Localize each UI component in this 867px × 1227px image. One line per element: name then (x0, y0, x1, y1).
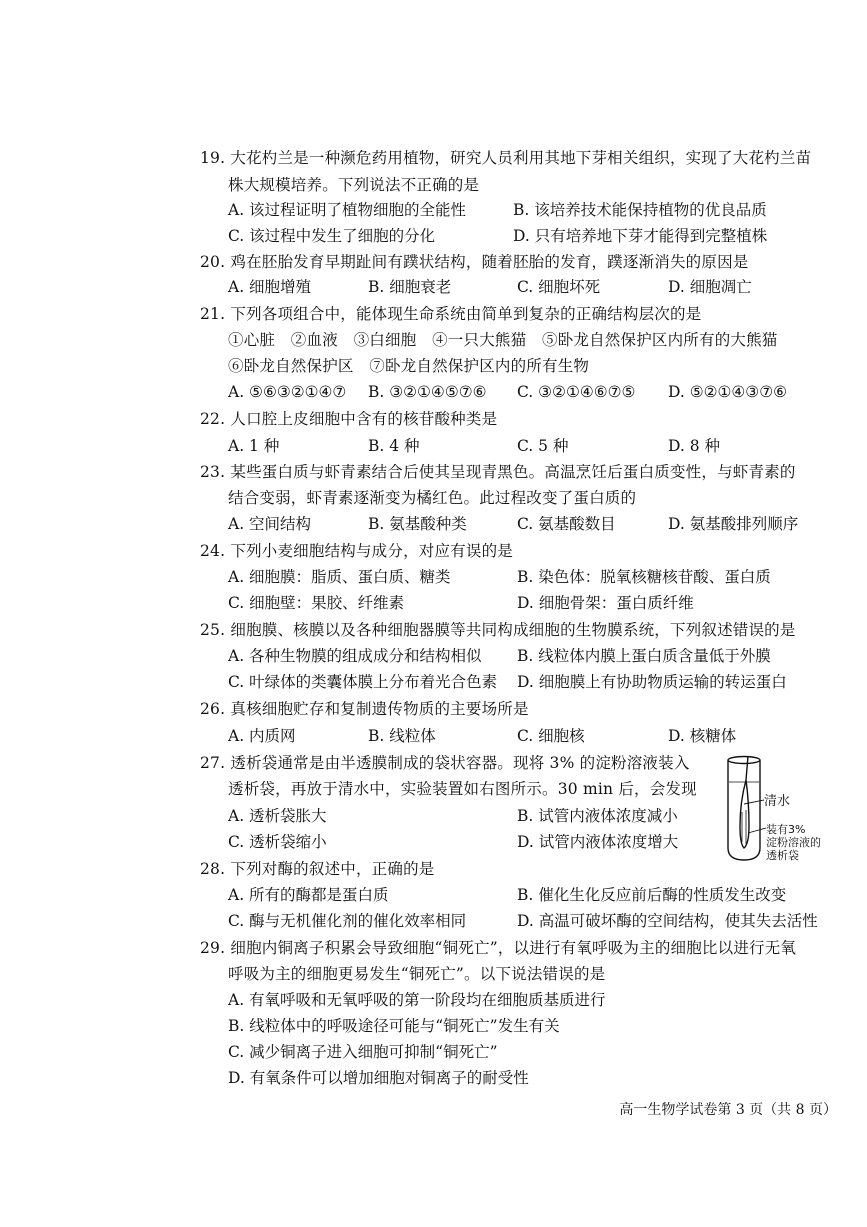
q28-option-c: C. 酶与无机催化剂的催化效率相同 (228, 912, 467, 930)
q28-stem-line1: 28. 下列对酶的叙述中，正确的是 (200, 860, 435, 878)
q22-option-c: C. 5 种 (517, 437, 569, 455)
q25-option-d: D. 细胞膜上有协助物质运输的转运蛋白 (517, 673, 787, 691)
q25-option-a: A. 各种生物膜的组成成分和结构相似 (228, 647, 482, 665)
q29-option-d: D. 有氧条件可以增加细胞对铜离子的耐受性 (228, 1069, 529, 1087)
figure-label-water: 清水 (764, 794, 791, 809)
q26-option-b: B. 线粒体 (368, 727, 436, 745)
q20-option-b: B. 细胞衰老 (368, 278, 452, 296)
q23-stem-line2: 结合变弱，虾青素逐渐变为橘红色。此过程改变了蛋白质的 (228, 489, 637, 507)
q27-option-c: C. 透析袋缩小 (228, 833, 327, 851)
q20-option-a: A. 细胞增殖 (228, 278, 312, 296)
q22-option-d: D. 8 种 (668, 437, 721, 455)
q26-option-a: A. 内质网 (228, 727, 296, 745)
q23-option-a: A. 空间结构 (228, 515, 312, 533)
q26-option-d: D. 核糖体 (668, 727, 737, 745)
q22-option-b: B. 4 种 (368, 437, 420, 455)
q20-option-c: C. 细胞坏死 (517, 278, 601, 296)
q27-stem-line1: 27. 透析袋通常是由半透膜制成的袋状容器。现将 3% 的淀粉溶液装入 (200, 754, 690, 772)
q19-option-a: A. 该过程证明了植物细胞的全能性 (228, 201, 467, 219)
q27-option-d: D. 试管内液体浓度增大 (517, 833, 679, 851)
q29-stem-line2: 呼吸为主的细胞更易发生“铜死亡”。以下说法错误的是 (228, 965, 606, 983)
page-footer: 高一生物学试卷第 3 页（共 8 页） (619, 1102, 837, 1118)
q28-option-d: D. 高温可破坏酶的空间结构，使其失去活性 (517, 912, 818, 930)
figure-label-bag-line3: 透析袋 (766, 849, 799, 862)
q25-option-b: B. 线粒体内膜上蛋白质含量低于外膜 (517, 647, 771, 665)
q29-option-b: B. 线粒体中的呼吸途径可能与“铜死亡”发生有关 (228, 1017, 560, 1035)
q23-option-b: B. 氨基酸种类 (368, 515, 467, 533)
q21-stem-line1: 21. 下列各项组合中，能体现生命系统由简单到复杂的正确结构层次的是 (200, 305, 702, 323)
q27-stem-line2: 透析袋，再放于清水中，实验装置如右图所示。30 min 后，会发现 (228, 780, 697, 798)
q21-option-c: C. ③②①④⑥⑦⑤ (517, 383, 636, 401)
q19-option-d: D. 只有培养地下芽才能得到完整植株 (513, 227, 768, 245)
q24-option-a: A. 细胞膜：脂质、蛋白质、糖类 (228, 568, 451, 586)
q25-stem-line1: 25. 细胞膜、核膜以及各种细胞器膜等共同构成细胞的生物膜系统，下列叙述错误的是 (200, 621, 796, 639)
q29-stem-line1: 29. 细胞内铜离子积累会导致细胞“铜死亡”，以进行有氧呼吸为主的细胞比以进行无氧 (200, 939, 797, 957)
q21-option-b: B. ③②①④⑤⑦⑥ (368, 383, 487, 401)
q23-option-d: D. 氨基酸排列顺序 (668, 515, 799, 533)
q19-option-c: C. 该过程中发生了细胞的分化 (228, 227, 436, 245)
q19-option-b: B. 该培养技术能保持植物的优良品质 (513, 201, 767, 219)
q20-stem-line1: 20. 鸡在胚胎发育早期趾间有蹼状结构，随着胚胎的发育，蹼逐渐消失的原因是 (200, 253, 749, 271)
q19-stem-line2: 株大规模培养。下列说法不正确的是 (228, 176, 480, 194)
q24-option-c: C. 细胞壁：果胶、纤维素 (228, 594, 405, 612)
figure-label-bag-line1: 装有3% (766, 823, 806, 836)
q23-stem-line1: 23. 某些蛋白质与虾青素结合后使其呈现青黑色。高温烹饪后蛋白质变性，与虾青素的 (200, 463, 796, 481)
q25-option-c: C. 叶绿体的类囊体膜上分布着光合色素 (228, 673, 498, 691)
q29-option-a: A. 有氧呼吸和无氧呼吸的第一阶段均在细胞质基质进行 (228, 991, 606, 1009)
q22-stem-line1: 22. 人口腔上皮细胞中含有的核苷酸种类是 (200, 410, 498, 428)
q27-option-a: A. 透析袋胀大 (228, 807, 327, 825)
figure-leader-lines (744, 795, 768, 835)
figure-label-bag-line2: 淀粉溶液的 (766, 836, 821, 849)
q27-option-b: B. 试管内液体浓度减小 (517, 807, 678, 825)
q28-option-b: B. 催化生化反应前后酶的性质发生改变 (517, 886, 787, 904)
q23-option-c: C. 氨基酸数目 (517, 515, 616, 533)
q21-stem-line2: ①心脏 ②血液 ③白细胞 ④一只大熊猫 ⑤卧龙自然保护区内所有的大熊猫 (228, 331, 778, 349)
q22-option-a: A. 1 种 (228, 437, 280, 455)
q24-stem-line1: 24. 下列小麦细胞结构与成分，对应有误的是 (200, 542, 513, 560)
q29-option-c: C. 减少铜离子进入细胞可抑制“铜死亡” (228, 1043, 498, 1061)
q26-stem-line1: 26. 真核细胞贮存和复制遗传物质的主要场所是 (200, 700, 529, 718)
q21-stem-line3: ⑥卧龙自然保护区 ⑦卧龙自然保护区内的所有生物 (228, 357, 590, 375)
q24-option-d: D. 细胞骨架：蛋白质纤维 (517, 594, 694, 612)
q21-option-d: D. ⑤②①④③⑦⑥ (668, 383, 787, 401)
q28-option-a: A. 所有的酶都是蛋白质 (228, 886, 389, 904)
q26-option-c: C. 细胞核 (517, 727, 585, 745)
q24-option-b: B. 染色体：脱氧核糖核苷酸、蛋白质 (517, 568, 771, 586)
q20-option-d: D. 细胞凋亡 (668, 278, 752, 296)
q21-option-a: A. ⑤⑥③②①④⑦ (228, 383, 347, 401)
q19-stem-line1: 19. 大花杓兰是一种濒危药用植物，研究人员利用其地下芽相关组织，实现了大花杓兰苗 (200, 149, 812, 167)
